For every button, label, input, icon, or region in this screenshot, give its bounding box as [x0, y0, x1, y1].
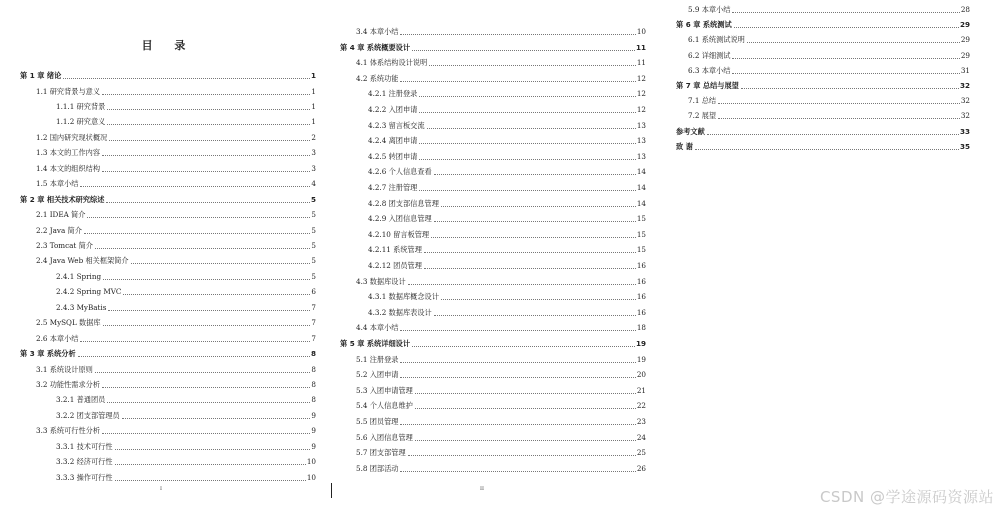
toc-entry	[56, 440, 316, 453]
toc-entry-title: 5.3 入团申请管理	[356, 385, 413, 395]
toc-entry	[368, 243, 646, 256]
toc-entry-title: 4.3.2 数据库表设计	[368, 307, 432, 317]
toc-entry	[356, 321, 646, 334]
toc-entry-title: 2.3 Tomcat 简介	[36, 240, 93, 250]
toc-entry-page: 15	[636, 229, 646, 239]
toc-entry-title: 第 2 章 相关技术研究综述	[20, 194, 105, 204]
dot-leader	[400, 362, 635, 363]
toc-entry-title: 5.1 注册登录	[356, 354, 399, 364]
dot-leader	[103, 279, 310, 280]
toc-entry-title: 5.9 本章小结	[688, 5, 731, 14]
toc-entry-title: 2.1 IDEA 简介	[36, 210, 86, 219]
toc-entry-title: 3.3 系统可行性分析	[36, 426, 101, 436]
dot-leader	[747, 42, 960, 43]
toc-entry-page: 12	[636, 89, 646, 99]
toc-entry	[36, 85, 316, 98]
toc-entry-title: 3.3.3 操作可行性	[56, 472, 113, 482]
toc-entry	[36, 363, 316, 376]
toc-entry-title: 4.4 本章小结	[356, 323, 399, 333]
dot-leader	[102, 155, 310, 156]
toc-entry-page: 9	[311, 426, 316, 436]
toc-entry-title: 3.1 系统设计原则	[36, 364, 93, 374]
toc-entry-page: 16	[636, 276, 646, 286]
toc-entry	[368, 228, 646, 241]
toc-entry-title: 1.2 国内研究现状概况	[36, 132, 108, 142]
toc-entry-page: 13	[636, 136, 646, 146]
toc-chapter-entry	[20, 69, 316, 82]
toc-chapter-entry	[676, 18, 970, 31]
dot-leader	[80, 186, 310, 187]
toc-entry	[36, 378, 316, 391]
toc-entry-title: 3.2.1 普通团员	[56, 395, 106, 405]
dot-leader	[427, 128, 636, 129]
toc-entry-page: 1	[311, 117, 316, 127]
dot-leader	[707, 134, 959, 135]
toc-entry-page: 20	[636, 370, 646, 380]
toc-entry	[368, 119, 646, 132]
dot-leader	[419, 190, 636, 191]
toc-entry-title: 1.1 研究背景与意义	[36, 86, 101, 96]
toc-entry-page: 32	[960, 96, 970, 106]
dot-leader	[84, 233, 311, 234]
toc-entry	[36, 224, 316, 237]
toc-chapter-entry	[20, 347, 316, 360]
toc-entry	[368, 197, 646, 210]
toc-entry-title: 4.3 数据库设计	[356, 276, 406, 286]
dot-leader	[434, 315, 636, 316]
toc-entry-title: 5.5 团员管理	[356, 417, 399, 426]
toc-entry	[36, 146, 316, 159]
toc-entry	[368, 103, 646, 116]
toc-entry-page: 13	[636, 120, 646, 130]
dot-leader	[718, 103, 960, 104]
toc-entry-page: 3	[311, 148, 316, 158]
toc-entry-title: 2.2 Java 简介	[36, 225, 82, 235]
toc-entry	[368, 306, 646, 319]
toc-entry-title: 5.7 团支部管理	[356, 448, 406, 458]
toc-entry-title: 参考文献	[676, 126, 705, 136]
dot-leader	[415, 408, 636, 409]
toc-entry-title: 1.1.1 研究背景	[56, 101, 106, 111]
dot-leader	[408, 455, 636, 456]
page-number-2: II	[480, 486, 484, 492]
toc-entry-page: 18	[636, 323, 646, 333]
dot-leader	[732, 58, 959, 59]
toc-entry-title: 1.1.2 研究意义	[56, 117, 106, 127]
toc-entry-page: 5	[310, 194, 316, 204]
toc-entry-page: 24	[636, 432, 646, 442]
dot-leader	[95, 372, 311, 373]
dot-leader	[434, 174, 636, 175]
toc-entry-page: 31	[960, 65, 970, 75]
toc-entry-page: 8	[311, 395, 316, 405]
toc-entry-page: 1	[311, 86, 316, 96]
dot-leader	[102, 171, 310, 172]
toc-entry	[688, 49, 970, 62]
toc-entry	[56, 455, 316, 468]
toc-entry	[36, 162, 316, 175]
toc-entry-title: 5.8 团部活动	[356, 463, 399, 473]
toc-entry	[36, 254, 316, 267]
toc-chapter-entry	[676, 140, 970, 153]
toc-entry	[36, 177, 316, 190]
dot-leader	[95, 248, 310, 249]
toc-entry-page: 19	[636, 354, 646, 364]
toc-entry	[356, 72, 646, 85]
toc-entry-page: 14	[636, 167, 646, 177]
dot-leader	[434, 221, 636, 222]
toc-entry-page: 8	[311, 380, 316, 389]
toc-entry-title: 3.4 本章小结	[356, 27, 399, 36]
toc-entry-page: 28	[960, 5, 970, 14]
toc-entry-title: 4.2.4 离团申请	[368, 136, 418, 146]
toc-entry-title: 2.5 MySQL 数据库	[36, 318, 101, 328]
dot-leader	[695, 149, 959, 150]
toc-entry-title: 4.2.7 注册管理	[368, 183, 418, 192]
toc-entry	[356, 415, 646, 428]
dot-leader	[106, 202, 310, 203]
toc-entry	[356, 25, 646, 38]
toc-entry-title: 1.4 本文的组织结构	[36, 163, 101, 173]
toc-entry-title: 4.2.2 入团申请	[368, 105, 418, 114]
toc-page-3	[676, 0, 970, 514]
toc-entry	[56, 285, 316, 298]
toc-entry-page: 29	[960, 50, 970, 60]
dot-leader	[419, 112, 636, 113]
toc-entry	[368, 87, 646, 100]
toc-entry	[56, 409, 316, 422]
dot-leader	[87, 217, 310, 218]
dot-leader	[424, 252, 636, 253]
toc-entry	[36, 239, 316, 252]
toc-entry	[356, 384, 646, 397]
dot-leader	[102, 94, 310, 95]
toc-entry	[56, 270, 316, 283]
dot-leader	[412, 50, 635, 51]
dot-leader	[123, 294, 310, 295]
dot-leader	[400, 34, 635, 35]
toc-entry	[356, 368, 646, 381]
page-number-1: I	[160, 486, 162, 492]
toc-entry-page: 4	[311, 179, 316, 189]
toc-entry	[368, 290, 646, 303]
toc-entry-title: 4.2.3 留言板交流	[368, 120, 425, 130]
toc-entry-title: 第 6 章 系统测试	[676, 20, 732, 30]
toc-chapter-entry	[676, 125, 970, 138]
dot-leader	[429, 65, 636, 66]
toc-entry-title: 第 4 章 系统概要设计	[340, 42, 411, 52]
dot-leader	[115, 464, 306, 465]
dot-leader	[80, 341, 310, 342]
toc-entry-title: 4.2.5 转团申请	[368, 151, 418, 161]
toc-entry-title: 4.3.1 数据库概念设计	[368, 292, 439, 302]
dot-leader	[400, 81, 635, 82]
toc-entry	[56, 115, 316, 128]
toc-entry-page: 29	[960, 35, 970, 45]
toc-entry-title: 1.3 本文的工作内容	[36, 148, 101, 158]
dot-leader	[400, 330, 635, 331]
toc-entry-page: 5	[311, 271, 316, 281]
toc-entry-page: 35	[959, 141, 970, 151]
toc-entry-page: 32	[960, 111, 970, 121]
toc-page-2	[340, 0, 646, 514]
toc-entry	[688, 33, 970, 46]
toc-entry-title: 第 5 章 系统详细设计	[340, 339, 411, 348]
dot-leader	[108, 310, 310, 311]
dot-leader	[408, 284, 636, 285]
toc-entry-title: 3.2.2 团支部管理员	[56, 410, 120, 420]
toc-entry	[368, 259, 646, 272]
toc-entry	[368, 181, 646, 194]
toc-entry-title: 5.4 个人信息维护	[356, 401, 413, 411]
dot-leader	[741, 88, 959, 89]
dot-leader	[441, 206, 636, 207]
toc-entry-title: 第 3 章 系统分析	[20, 349, 76, 359]
dot-leader	[415, 440, 636, 441]
toc-entry-page: 12	[636, 73, 646, 83]
toc-entry	[36, 424, 316, 437]
toc-entry	[368, 150, 646, 163]
toc-entry-title: 4.2.8 团支部信息管理	[368, 198, 439, 208]
dot-leader	[102, 387, 310, 388]
toc-entry	[688, 94, 970, 107]
toc-entry	[56, 301, 316, 314]
toc-entry-title: 4.2 系统功能	[356, 73, 399, 83]
dot-leader	[109, 140, 310, 141]
dot-leader	[122, 418, 311, 419]
dot-leader	[63, 78, 310, 79]
toc-entry-page: 29	[959, 20, 970, 30]
dot-leader	[115, 449, 311, 450]
dot-leader	[103, 325, 311, 326]
toc-entry-page: 5	[311, 225, 316, 235]
toc-entry	[368, 212, 646, 225]
toc-page-1	[20, 0, 316, 514]
toc-entry-page: 7	[311, 333, 316, 343]
toc-chapter-entry	[340, 337, 646, 350]
toc-entry-page: 15	[636, 245, 646, 255]
toc-entry	[356, 446, 646, 459]
dot-leader	[419, 159, 636, 160]
toc-entry-title: 4.2.11 系统管理	[368, 245, 422, 255]
toc-entry-title: 6.1 系统测试说明	[688, 35, 745, 45]
dot-leader	[732, 73, 959, 74]
toc-entry-title: 7.2 展望	[688, 111, 717, 121]
toc-entry-page: 8	[311, 364, 316, 374]
toc-entry-page: 8	[310, 349, 316, 359]
toc-entry-title: 4.2.10 留言板管理	[368, 229, 430, 239]
toc-entry	[56, 393, 316, 406]
dot-leader	[131, 263, 311, 264]
dot-leader	[107, 124, 310, 125]
toc-entry-page: 5	[311, 256, 316, 266]
dot-leader	[400, 471, 635, 472]
toc-entry	[36, 316, 316, 329]
toc-entry-page: 10	[306, 472, 316, 482]
toc-entry-page: 25	[636, 448, 646, 458]
toc-chapter-entry	[20, 193, 316, 206]
toc-title: 目 录	[141, 39, 195, 52]
dot-leader	[419, 143, 636, 144]
toc-entry-page: 15	[636, 214, 646, 224]
dot-leader	[78, 356, 310, 357]
toc-entry-page: 2	[311, 132, 316, 142]
toc-entry-page: 6	[311, 287, 316, 297]
toc-entry-title: 4.2.12 团员管理	[368, 261, 422, 270]
toc-entry	[356, 275, 646, 288]
toc-entry-page: 10	[306, 457, 316, 467]
toc-entry-page: 1	[311, 101, 316, 111]
toc-entry	[356, 56, 646, 69]
toc-entry-page: 16	[636, 307, 646, 317]
toc-entry-page: 21	[636, 385, 646, 395]
dot-leader	[400, 424, 635, 425]
toc-entry-page: 23	[636, 417, 646, 426]
toc-entry-title: 4.2.9 入团信息管理	[368, 214, 432, 224]
dot-leader	[734, 27, 959, 28]
toc-entry-page: 5	[311, 240, 316, 250]
dot-leader	[415, 393, 636, 394]
toc-entry-page: 12	[636, 105, 646, 114]
watermark: CSDN @学途源码资源站	[819, 488, 994, 506]
toc-entry-page: 11	[636, 58, 646, 68]
toc-entry-title: 3.2 功能性需求分析	[36, 380, 101, 389]
dot-leader	[107, 402, 310, 403]
toc-entry-title: 3.3.2 经济可行性	[56, 457, 113, 467]
toc-entry-title: 7.1 总结	[688, 96, 717, 106]
toc-entry	[356, 399, 646, 412]
toc-entry-title: 3.3.1 技术可行性	[56, 441, 113, 451]
toc-entry-page: 22	[636, 401, 646, 411]
toc-entry-page: 3	[311, 163, 316, 173]
toc-entry	[56, 471, 316, 484]
toc-entry-page: 14	[636, 183, 646, 192]
toc-entry-page: 1	[310, 71, 316, 80]
dot-leader	[441, 299, 636, 300]
toc-entry-page: 19	[635, 339, 646, 348]
dot-leader	[115, 480, 306, 481]
toc-entry-title: 1.5 本章小结	[36, 179, 79, 189]
dot-leader	[732, 12, 959, 13]
dot-leader	[431, 237, 636, 238]
dot-leader	[102, 433, 310, 434]
toc-entry-title: 4.1 体系结构设计说明	[356, 58, 428, 68]
toc-entry-page: 11	[635, 42, 646, 52]
dot-leader	[419, 96, 636, 97]
toc-entry-page: 9	[311, 410, 316, 420]
toc-entry-title: 6.3 本章小结	[688, 65, 731, 75]
toc-entry-page: 10	[636, 27, 646, 36]
toc-entry	[356, 353, 646, 366]
toc-entry-title: 4.2.1 注册登录	[368, 89, 418, 99]
toc-entry-title: 2.4.2 Spring MVC	[56, 287, 122, 297]
toc-entry-title: 2.6 本章小结	[36, 333, 79, 343]
dot-leader	[718, 118, 960, 119]
toc-entry	[688, 109, 970, 122]
toc-entry	[36, 131, 316, 144]
toc-entry	[688, 3, 970, 16]
toc-entry	[36, 332, 316, 345]
toc-entry-title: 2.4 Java Web 相关框架简介	[36, 256, 129, 266]
toc-entry-page: 14	[636, 198, 646, 208]
toc-entry	[56, 100, 316, 113]
toc-chapter-entry	[676, 79, 970, 92]
toc-entry-title: 4.2.6 个人信息查看	[368, 167, 432, 177]
toc-entry-page: 5	[311, 210, 316, 219]
toc-entry-page: 33	[959, 126, 970, 136]
toc-entry	[368, 134, 646, 147]
dot-leader	[107, 109, 310, 110]
toc-entry-page: 7	[311, 318, 316, 328]
toc-entry-title: 5.2 入团申请	[356, 370, 399, 380]
toc-entry-page: 32	[959, 81, 970, 90]
toc-chapter-entry	[340, 41, 646, 54]
toc-entry	[688, 64, 970, 77]
toc-entry-title: 6.2 详细测试	[688, 50, 731, 60]
dot-leader	[424, 268, 636, 269]
toc-entry	[356, 431, 646, 444]
toc-entry-page: 7	[311, 302, 316, 312]
toc-entry-page: 9	[311, 441, 316, 451]
toc-entry	[356, 462, 646, 475]
toc-entry-title: 2.4.1 Spring	[56, 271, 102, 281]
toc-entry-title: 第 1 章 绪论	[20, 71, 62, 80]
toc-entry-title: 致 谢	[676, 141, 693, 151]
toc-entry-page: 26	[636, 463, 646, 473]
dot-leader	[400, 377, 635, 378]
toc-entry-page: 13	[636, 151, 646, 161]
toc-entry-title: 第 7 章 总结与展望	[676, 81, 739, 90]
toc-entry-page: 16	[636, 292, 646, 302]
dot-leader	[412, 346, 635, 347]
page-divider	[331, 483, 332, 498]
toc-entry	[36, 208, 316, 221]
toc-entry	[368, 165, 646, 178]
toc-entry-page: 16	[636, 261, 646, 270]
toc-entry-title: 5.6 入团信息管理	[356, 432, 413, 442]
toc-entry-title: 2.4.3 MyBatis	[56, 302, 107, 312]
